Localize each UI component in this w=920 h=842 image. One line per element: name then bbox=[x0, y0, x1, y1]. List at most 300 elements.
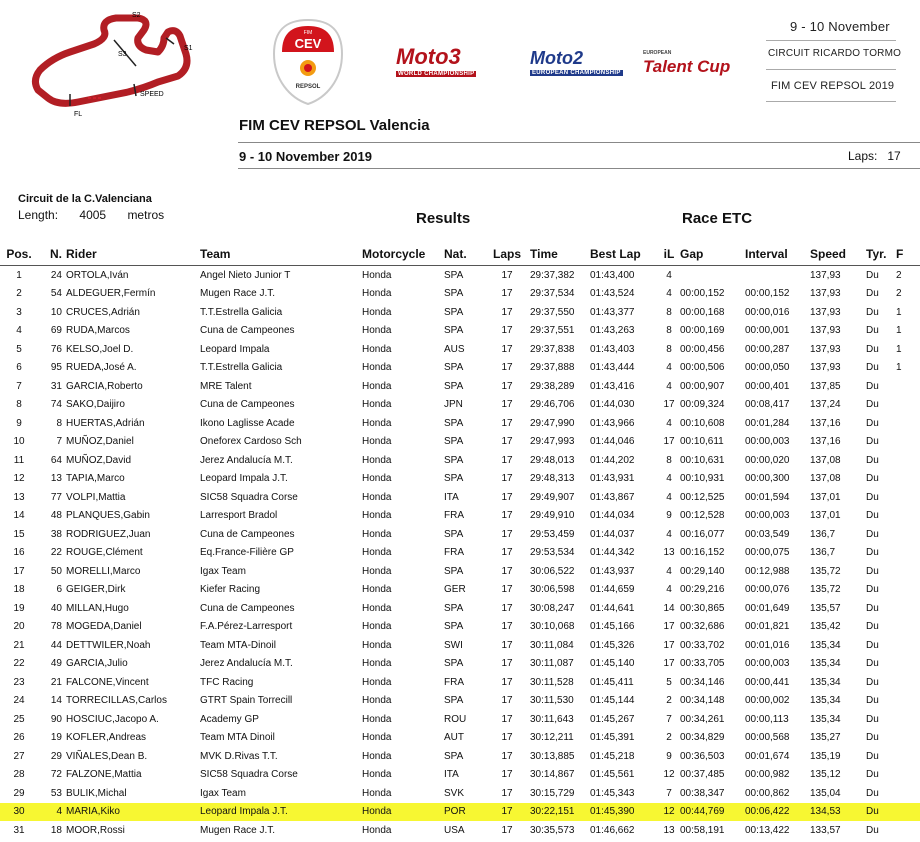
cell-speed: 135,72 bbox=[810, 565, 841, 577]
table-row bbox=[0, 451, 920, 470]
cell-rider: ALDEGUER,Fermín bbox=[66, 288, 156, 300]
cell-tyre: Du bbox=[866, 491, 879, 503]
cell-speed: 135,34 bbox=[810, 695, 841, 707]
cell-laps: 17 bbox=[501, 399, 513, 411]
cell-rider: VIÑALES,Dean B. bbox=[66, 750, 148, 762]
cell-f bbox=[896, 377, 920, 396]
cell-il: 2 bbox=[666, 732, 672, 744]
cell-nat: SPA bbox=[444, 750, 464, 762]
cell-motorcycle: Honda bbox=[362, 787, 392, 799]
cell-speed: 136,7 bbox=[810, 547, 836, 559]
table-row bbox=[0, 766, 920, 785]
cell-best-lap: 01:45,166 bbox=[590, 621, 635, 633]
cell-laps: 17 bbox=[501, 602, 513, 614]
cell-time: 30:11,528 bbox=[530, 676, 574, 688]
cell-motorcycle: Honda bbox=[362, 454, 392, 466]
cev-logo-main: CEV bbox=[294, 36, 322, 51]
table-row bbox=[0, 618, 920, 637]
cell-best-lap: 01:45,144 bbox=[590, 695, 635, 707]
cell-gap: 00:10,631 bbox=[680, 454, 725, 466]
cell-il: 12 bbox=[658, 803, 680, 822]
cell-time: 30:11,643 bbox=[530, 713, 574, 725]
race-title: FIM CEV REPSOL Valencia bbox=[239, 117, 430, 134]
cell-motorcycle: Honda bbox=[362, 732, 392, 744]
moto2-logo bbox=[530, 48, 623, 76]
cell-f: 1 bbox=[896, 343, 902, 355]
cell-interval: 00:00,003 bbox=[745, 436, 790, 448]
laps-info bbox=[848, 149, 901, 163]
cell-number: 53 bbox=[50, 787, 62, 799]
cell-pos: 27 bbox=[13, 750, 25, 762]
cell-team: MVK D.Rivas T.T. bbox=[200, 750, 278, 762]
cell-laps: 17 bbox=[501, 454, 513, 466]
cell-pos: 17 bbox=[13, 565, 25, 577]
cell-best-lap: 01:45,561 bbox=[590, 769, 635, 781]
cell-nat: SPA bbox=[444, 602, 464, 614]
cell-f bbox=[896, 488, 920, 507]
cell-laps: 17 bbox=[501, 325, 513, 337]
cell-pos: 16 bbox=[13, 547, 25, 559]
cell-rider: HOSCIUC,Jacopo A. bbox=[66, 713, 159, 725]
cell-best-lap: 01:45,411 bbox=[590, 676, 634, 688]
cell-pos: 29 bbox=[13, 787, 25, 799]
table-row bbox=[0, 636, 920, 655]
cell-pos: 2 bbox=[16, 288, 22, 300]
cell-motorcycle: Honda bbox=[362, 565, 392, 577]
cell-speed: 135,27 bbox=[810, 732, 841, 744]
cell-number: 54 bbox=[50, 288, 62, 300]
cell-pos: 8 bbox=[16, 399, 22, 411]
cell-pos: 26 bbox=[13, 732, 25, 744]
cell-interval: 00:00,401 bbox=[745, 380, 790, 392]
column-header-team: Team bbox=[200, 243, 362, 266]
cell-pos: 12 bbox=[13, 473, 25, 485]
cell-pos: 4 bbox=[16, 325, 22, 337]
cell-interval: 00:01,016 bbox=[745, 639, 790, 651]
cell-laps: 17 bbox=[501, 380, 513, 392]
cev-logo-bottom: REPSOL bbox=[295, 84, 321, 90]
cell-pos: 15 bbox=[13, 528, 25, 540]
cev-repsol-logo bbox=[270, 18, 346, 106]
cell-f bbox=[896, 618, 920, 637]
cell-time: 30:08,247 bbox=[530, 602, 575, 614]
cell-f bbox=[896, 692, 920, 711]
talent-pre: EUROPEAN bbox=[643, 50, 672, 56]
cell-gap: 00:34,829 bbox=[680, 732, 725, 744]
cell-tyre: Du bbox=[866, 769, 879, 781]
cell-team: Cuna de Campeones bbox=[200, 602, 295, 614]
cell-number: 95 bbox=[50, 362, 62, 374]
cell-number: 78 bbox=[50, 621, 62, 633]
cell-time: 30:11,530 bbox=[530, 695, 574, 707]
cell-rider: RUDA,Marcos bbox=[66, 325, 130, 337]
cell-speed: 137,24 bbox=[810, 399, 841, 411]
cell-rider: ROUGE,Clément bbox=[66, 547, 143, 559]
cell-best-lap: 01:44,659 bbox=[590, 584, 635, 596]
column-header-laps: Laps bbox=[484, 243, 530, 266]
cell-time: 29:48,313 bbox=[530, 473, 575, 485]
cell-time: 30:06,598 bbox=[530, 584, 575, 596]
cell-il: 8 bbox=[666, 325, 672, 337]
cell-laps: 17 bbox=[501, 713, 513, 725]
cell-speed: 137,93 bbox=[810, 288, 841, 300]
table-row bbox=[0, 340, 920, 359]
cell-interval: 00:00,003 bbox=[745, 510, 790, 522]
table-row bbox=[0, 544, 920, 563]
cell-speed: 135,34 bbox=[810, 658, 841, 670]
table-row bbox=[0, 710, 920, 729]
cell-laps: 17 bbox=[501, 732, 513, 744]
cell-nat: USA bbox=[444, 824, 465, 836]
track-label-speed: SPEED bbox=[140, 91, 164, 98]
cell-best-lap: 01:45,218 bbox=[590, 750, 635, 762]
cell-team: SIC58 Squadra Corse bbox=[200, 491, 298, 503]
cell-gap: 00:10,608 bbox=[680, 417, 725, 429]
cell-speed: 135,57 bbox=[810, 602, 841, 614]
track-label-fl: FL bbox=[74, 111, 83, 118]
cell-nat: SPA bbox=[444, 288, 464, 300]
cell-tyre: Du bbox=[866, 399, 879, 411]
cell-gap: 00:00,456 bbox=[680, 343, 725, 355]
cell-laps: 17 bbox=[501, 306, 513, 318]
cell-rider: MORELLI,Marco bbox=[66, 565, 141, 577]
cell-il: 17 bbox=[663, 621, 675, 633]
talent-cup-logo bbox=[643, 50, 730, 77]
table-row bbox=[0, 525, 920, 544]
track-outline bbox=[35, 18, 187, 106]
cell-pos: 19 bbox=[13, 602, 25, 614]
cell-motorcycle: Honda bbox=[362, 528, 392, 540]
cell-f bbox=[896, 673, 920, 692]
cell-time: 29:38,289 bbox=[530, 380, 575, 392]
cell-pos: 24 bbox=[13, 695, 25, 707]
cell-motorcycle: Honda bbox=[362, 491, 392, 503]
cell-time: 29:53,459 bbox=[530, 528, 575, 540]
cell-number: 77 bbox=[50, 491, 62, 503]
cell-nat: AUS bbox=[444, 343, 465, 355]
race-type: Race ETC bbox=[682, 210, 753, 227]
cell-tyre: Du bbox=[866, 473, 879, 485]
cell-il: 13 bbox=[663, 547, 675, 559]
cell-team: Larresport Bradol bbox=[200, 510, 278, 522]
cell-f: 1 bbox=[896, 362, 902, 374]
cell-tyre: Du bbox=[866, 510, 879, 522]
cell-nat: FRA bbox=[444, 676, 464, 688]
cell-best-lap: 01:45,326 bbox=[590, 639, 635, 651]
cell-tyre: Du bbox=[866, 288, 879, 300]
cell-f bbox=[896, 433, 920, 452]
cell-gap: 00:30,865 bbox=[680, 602, 725, 614]
table-row bbox=[0, 322, 920, 341]
cell-interval: 00:12,988 bbox=[745, 565, 790, 577]
cell-tyre: Du bbox=[866, 565, 879, 577]
cell-il: 4 bbox=[666, 565, 672, 577]
cell-f bbox=[896, 655, 920, 674]
cell-motorcycle: Honda bbox=[362, 510, 392, 522]
cell-tyre: Du bbox=[866, 602, 879, 614]
cell-gap: 00:12,528 bbox=[680, 510, 725, 522]
cell-number: 13 bbox=[50, 473, 62, 485]
column-header-rider: Rider bbox=[66, 243, 200, 266]
laps-value: 17 bbox=[887, 149, 901, 163]
cell-pos: 20 bbox=[13, 621, 25, 633]
cell-best-lap: 01:43,524 bbox=[590, 288, 635, 300]
cell-rider: VOLPI,Mattia bbox=[66, 491, 126, 503]
moto3-sub: WORLD CHAMPIONSHIP bbox=[398, 71, 475, 77]
event-divider bbox=[766, 69, 896, 70]
cell-il: 4 bbox=[666, 417, 672, 429]
cell-il: 8 bbox=[666, 454, 672, 466]
cell-pos: 25 bbox=[13, 713, 25, 725]
cell-motorcycle: Honda bbox=[362, 325, 392, 337]
cell-laps: 17 bbox=[501, 510, 513, 522]
cell-tyre: Du bbox=[866, 639, 879, 651]
cell-speed: 137,93 bbox=[810, 362, 841, 374]
event-divider bbox=[766, 101, 896, 102]
cell-pos: 5 bbox=[16, 343, 22, 355]
column-header-speed: Speed bbox=[810, 243, 866, 266]
cell-nat: SPA bbox=[444, 306, 464, 318]
cell-interval: 00:00,001 bbox=[745, 325, 790, 337]
cell-gap: 00:34,148 bbox=[680, 695, 725, 707]
cell-best-lap: 01:43,966 bbox=[590, 417, 635, 429]
cell-best-lap: 01:45,267 bbox=[590, 713, 635, 725]
cell-gap: 00:33,705 bbox=[680, 658, 725, 670]
cell-number: 24 bbox=[50, 269, 62, 281]
cell-motorcycle: Honda bbox=[362, 547, 392, 559]
cell-gap: 00:32,686 bbox=[680, 621, 725, 633]
cell-number: 6 bbox=[56, 584, 62, 596]
cell-tyre: Du bbox=[866, 621, 879, 633]
cell-f: 1 bbox=[896, 306, 902, 318]
cell-tyre: Du bbox=[866, 658, 879, 670]
table-row bbox=[0, 562, 920, 581]
cell-tyre: Du bbox=[866, 803, 896, 822]
cell-laps: 17 bbox=[501, 584, 513, 596]
cell-pos: 18 bbox=[13, 584, 25, 596]
cell-f bbox=[896, 710, 920, 729]
cell-team: Jerez Andalucía M.T. bbox=[200, 658, 293, 670]
cell-team: Jerez Andalucía M.T. bbox=[200, 454, 293, 466]
cell-number: 10 bbox=[50, 306, 62, 318]
cell-number: 4 bbox=[38, 803, 66, 822]
cell-laps: 17 bbox=[501, 343, 513, 355]
cell-speed: 135,12 bbox=[810, 769, 841, 781]
cell-rider: TAPIA,Marco bbox=[66, 473, 125, 485]
cell-interval: 00:00,076 bbox=[745, 584, 790, 596]
cell-number: 8 bbox=[56, 417, 62, 429]
cell-team: Oneforex Cardoso Sch bbox=[200, 436, 302, 448]
race-date: 9 - 10 November 2019 bbox=[239, 149, 372, 164]
cell-il: 17 bbox=[663, 399, 675, 411]
cell-time: 29:37,550 bbox=[530, 306, 575, 318]
cell-f bbox=[896, 747, 920, 766]
cell-tyre: Du bbox=[866, 417, 879, 429]
length-unit: metros bbox=[127, 208, 165, 222]
cell-motorcycle: Honda bbox=[362, 621, 392, 633]
cell-best-lap: 01:43,416 bbox=[590, 380, 635, 392]
results-table bbox=[0, 243, 920, 840]
length-label: Length: bbox=[18, 208, 59, 222]
table-row bbox=[0, 729, 920, 748]
cell-pos: 11 bbox=[13, 454, 25, 466]
cell-gap: 00:09,324 bbox=[680, 399, 725, 411]
cell-nat: FRA bbox=[444, 547, 464, 559]
cell-gap: 00:00,169 bbox=[680, 325, 725, 337]
cell-laps: 17 bbox=[501, 436, 513, 448]
cell-speed: 137,08 bbox=[810, 454, 841, 466]
cell-interval: 00:08,417 bbox=[745, 399, 790, 411]
cell-rider: KELSO,Joel D. bbox=[66, 343, 134, 355]
cell-il: 12 bbox=[663, 769, 675, 781]
cell-rider: FALCONE,Vincent bbox=[66, 676, 149, 688]
cell-nat: SVK bbox=[444, 787, 465, 799]
cell-interval: 00:00,152 bbox=[745, 288, 790, 300]
cell-time: 29:49,910 bbox=[530, 510, 575, 522]
cell-laps: 17 bbox=[501, 787, 513, 799]
cell-il: 8 bbox=[666, 306, 672, 318]
column-header-gap: Gap bbox=[680, 243, 745, 266]
cell-rider: RODRIGUEZ,Juan bbox=[66, 528, 151, 540]
cell-interval: 00:01,674 bbox=[745, 750, 790, 762]
cell-il: 8 bbox=[666, 343, 672, 355]
cell-number: 44 bbox=[50, 639, 62, 651]
cell-time: 29:37,551 bbox=[530, 325, 575, 337]
cell-nat: SPA bbox=[444, 362, 464, 374]
cell-best-lap: 01:45,140 bbox=[590, 658, 635, 670]
cell-team: TFC Racing bbox=[200, 676, 254, 688]
cell-rider: MUÑOZ,David bbox=[66, 454, 132, 466]
cell-nat: SPA bbox=[444, 436, 464, 448]
cell-team: T.T.Estrella Galicia bbox=[200, 306, 283, 318]
cell-number: 74 bbox=[50, 399, 62, 411]
cell-time: 29:37,534 bbox=[530, 288, 575, 300]
cell-rider: MILLAN,Hugo bbox=[66, 602, 129, 614]
cell-rider: TORRECILLAS,Carlos bbox=[66, 695, 167, 707]
cell-number: 64 bbox=[50, 454, 62, 466]
cell-rider: BULIK,Michal bbox=[66, 787, 127, 799]
cell-rider: KOFLER,Andreas bbox=[66, 732, 147, 744]
cell-time: 30:12,211 bbox=[530, 732, 574, 744]
cell-gap: 00:44,769 bbox=[680, 803, 745, 822]
cell-time: 29:37,838 bbox=[530, 343, 575, 355]
cell-best-lap: 01:46,662 bbox=[590, 824, 635, 836]
cell-speed: 137,01 bbox=[810, 491, 841, 503]
cell-speed: 137,08 bbox=[810, 473, 841, 485]
cell-speed: 135,19 bbox=[810, 750, 841, 762]
cell-interval: 00:00,287 bbox=[745, 343, 790, 355]
cell-team: MRE Talent bbox=[200, 380, 252, 392]
cell-motorcycle: Honda bbox=[362, 658, 392, 670]
cell-il: 7 bbox=[666, 713, 672, 725]
cell-tyre: Du bbox=[866, 380, 879, 392]
cell-nat: SPA bbox=[444, 417, 464, 429]
cell-rider: PLANQUES,Gabin bbox=[66, 510, 150, 522]
cell-interval: 00:01,594 bbox=[745, 491, 790, 503]
cell-best-lap: 01:43,937 bbox=[590, 565, 635, 577]
cell-f bbox=[896, 451, 920, 470]
cell-laps: 17 bbox=[501, 621, 513, 633]
table-row bbox=[0, 359, 920, 378]
cell-il: 9 bbox=[666, 750, 672, 762]
cell-best-lap: 01:44,037 bbox=[590, 528, 635, 540]
cell-il: 4 bbox=[666, 491, 672, 503]
cell-nat: SPA bbox=[444, 454, 464, 466]
cell-rider: RUEDA,José A. bbox=[66, 362, 137, 374]
cell-gap: 00:16,152 bbox=[680, 547, 725, 559]
cev-logo-top: FIM bbox=[303, 30, 313, 36]
cell-il: 4 bbox=[666, 362, 672, 374]
cell-pos: 3 bbox=[16, 306, 22, 318]
cell-laps: 17 bbox=[501, 695, 513, 707]
cell-team: Academy GP bbox=[200, 713, 259, 725]
cell-pos: 13 bbox=[13, 491, 25, 503]
cell-speed: 135,34 bbox=[810, 713, 841, 725]
cell-number: 22 bbox=[50, 547, 62, 559]
track-label-s3: S3 bbox=[118, 51, 127, 58]
cell-number: 18 bbox=[50, 824, 62, 836]
cell-tyre: Du bbox=[866, 306, 879, 318]
cell-f bbox=[896, 525, 920, 544]
cell-nat: SPA bbox=[444, 565, 464, 577]
cell-pos: 14 bbox=[13, 510, 25, 522]
cell-number: 29 bbox=[50, 750, 62, 762]
cell-nat: SPA bbox=[444, 380, 464, 392]
table-row bbox=[0, 599, 920, 618]
cell-team: Angel Nieto Junior T bbox=[200, 269, 291, 281]
column-header-tyre: Tyr. bbox=[866, 243, 896, 266]
cell-f: 2 bbox=[896, 288, 902, 300]
length-value: 4005 bbox=[79, 208, 107, 222]
cell-rider: MUÑOZ,Daniel bbox=[66, 436, 134, 448]
laps-label: Laps: bbox=[848, 149, 878, 163]
cell-interval: 00:00,862 bbox=[745, 787, 790, 799]
table-row bbox=[0, 673, 920, 692]
cell-interval: 00:00,982 bbox=[745, 769, 790, 781]
cell-tyre: Du bbox=[866, 362, 879, 374]
cell-team: Kiefer Racing bbox=[200, 584, 261, 596]
cell-number: 14 bbox=[50, 695, 62, 707]
cell-best-lap: 01:44,030 bbox=[590, 399, 635, 411]
cell-laps: 17 bbox=[501, 676, 513, 688]
cell-motorcycle: Honda bbox=[362, 417, 392, 429]
cell-time: 29:49,907 bbox=[530, 491, 575, 503]
cell-time: 30:14,867 bbox=[530, 769, 575, 781]
cell-best-lap: 01:44,202 bbox=[590, 454, 635, 466]
cell-speed: 137,16 bbox=[810, 417, 841, 429]
cell-interval: 00:00,002 bbox=[745, 695, 790, 707]
cell-interval: 00:01,649 bbox=[745, 602, 790, 614]
cell-number: 50 bbox=[50, 565, 62, 577]
cell-pos: 28 bbox=[13, 769, 25, 781]
cell-number: 21 bbox=[50, 676, 62, 688]
cell-rider: SAKO,Daijiro bbox=[66, 399, 125, 411]
cell-tyre: Du bbox=[866, 676, 879, 688]
cell-rider: GARCIA,Roberto bbox=[66, 380, 143, 392]
event-circuit: CIRCUIT RICARDO TORMO bbox=[768, 48, 902, 59]
cell-motorcycle: Honda bbox=[362, 602, 392, 614]
table-row bbox=[0, 821, 920, 840]
table-row bbox=[0, 692, 920, 711]
cell-motorcycle: Honda bbox=[362, 676, 392, 688]
cell-number: 49 bbox=[50, 658, 62, 670]
cell-speed: 135,34 bbox=[810, 676, 841, 688]
cell-laps: 17 bbox=[484, 803, 530, 822]
cell-speed: 136,7 bbox=[810, 528, 836, 540]
cell-motorcycle: Honda bbox=[362, 343, 392, 355]
cell-speed: 137,01 bbox=[810, 510, 841, 522]
cell-gap: 00:29,140 bbox=[680, 565, 725, 577]
